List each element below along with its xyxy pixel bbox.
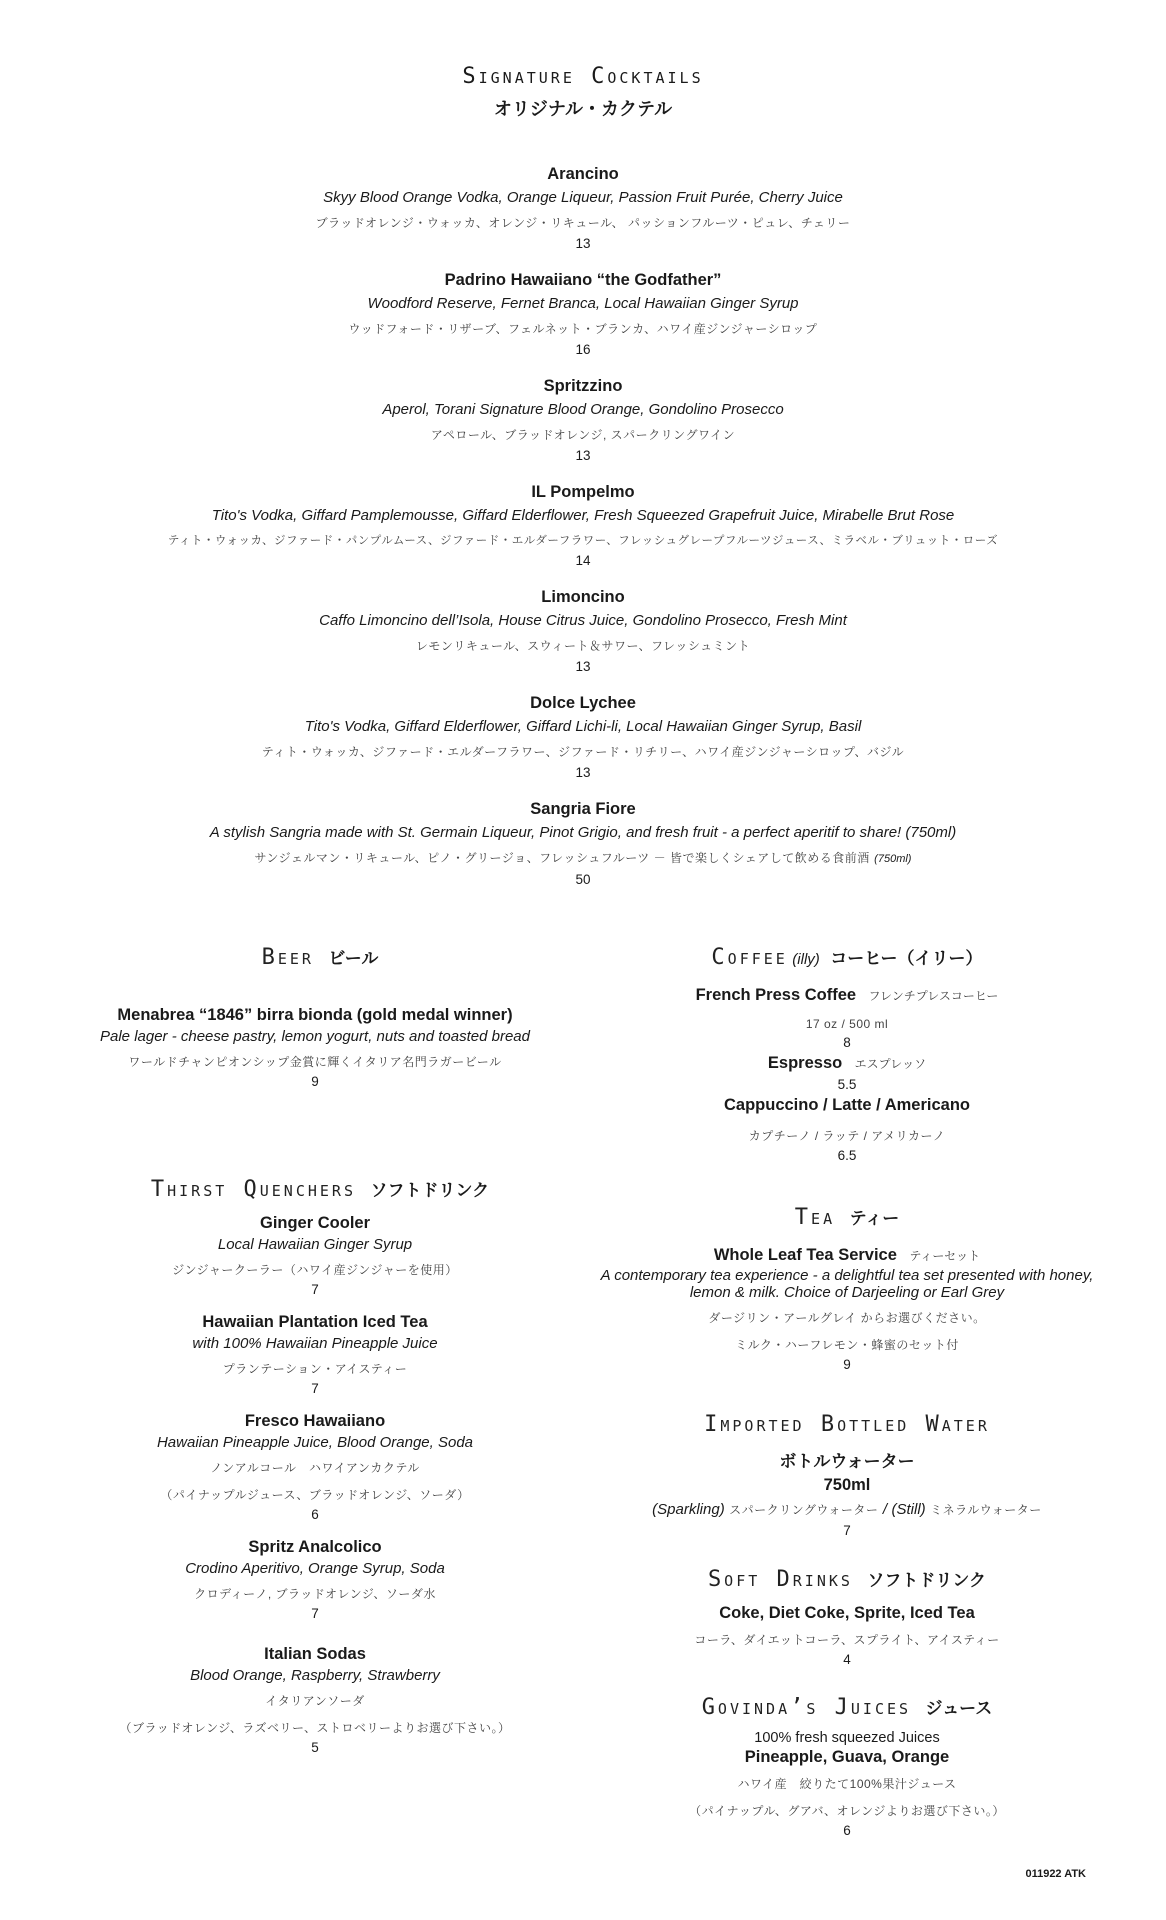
item-description-jp: ノンアルコール ハワイアンカクテル [210,1461,420,1475]
item-price: 7 [311,1381,319,1396]
item-description: Caffo Limoncino dell’Isola, House Citrus Juice, Gondolino Prosecco, Fresh Mint [319,612,847,629]
water-size: 750ml [823,1476,871,1494]
item-description-jp-2: （パイナップル、グアバ、オレンジよりお選び下さい。） [689,1804,1005,1818]
item-description-jp: レモンリキュール、スウィート＆サワー、フレッシュミント [415,639,751,653]
item-price: 7 [311,1282,319,1297]
item-description: Aperol, Torani Signature Blood Orange, Gondolino Prosecco [382,401,784,418]
footer-code: 011922 ATK [1025,1868,1086,1880]
item-name: Spritzzino [543,377,623,395]
tea-section [582,1204,1112,1372]
signature-cocktails-section [0,64,1166,887]
menu-item [70,1412,560,1522]
juices-section [582,1694,1112,1838]
menu-item [70,1645,560,1755]
item-price: 6 [311,1507,319,1522]
menu-item [582,1246,1112,1372]
menu-item [0,165,1166,251]
item-price: 9 [311,1074,319,1089]
coffee-section [582,944,1112,1163]
item-price: 13 [575,448,591,463]
item-description-jp: クロディーノ, ブラッドオレンジ、ソーダ水 [194,1587,436,1601]
item-name: Spritz Analcolico [248,1538,382,1556]
item-price: 7 [311,1606,319,1621]
item-description: with 100% Hawaiian Pineapple Juice [192,1335,438,1352]
item-name-jp: ティーセット [909,1249,981,1263]
item-description-jp: ダージリン・アールグレイ からお選びください。 [708,1311,986,1325]
item-description-jp: コーラ、ダイエットコーラ、スプライト、アイスティー [694,1633,1000,1647]
soft-drinks-section [582,1566,1112,1667]
bottled-water-section [582,1412,1112,1538]
item-description-2: lemon & milk. Choice of Darjeeling or Earl Grey [689,1284,1005,1301]
item-description-jp: ティト・ウォッカ、ジファード・パンプルムース、ジファード・エルダーフラワー、フレッシュグレープフルーツジュース、ミラベル・ブリュット・ローズ [167,535,999,547]
section-title-water-jp: ボトルウォーター [779,1452,915,1471]
item-description-jp: アペロール、ブラッドオレンジ, スパークリングワイン [430,428,736,442]
item-price: 6 [843,1823,851,1838]
menu-item [70,1214,560,1297]
section-title-thirst: Thirst Quenchers [150,1177,356,1202]
section-title-water: Imported Bottled Water [704,1412,990,1437]
item-description-jp-2: （ブラッドオレンジ、ラズベリー、ストロベリーよりお選び下さい。） [119,1721,511,1735]
item-name: Arancino [547,165,619,183]
water-options [582,1501,1112,1519]
water-slash: / [882,1501,888,1518]
item-description-jp: イタリアンソーダ [265,1694,365,1708]
item-name: Fresco Hawaiiano [244,1412,386,1430]
beer-section [70,944,560,1089]
item-description: Crodino Aperitivo, Orange Syrup, Soda [185,1560,445,1577]
item-description-jp: ティト・ウォッカ、ジファード・エルダーフラワー、ジファード・リチリー、ハワイ産ジンジャーシロップ、バジル [261,745,905,759]
item-description: Blood Orange, Raspberry, Strawberry [190,1667,440,1684]
item-size: 17 oz / 500 ml [805,1017,889,1031]
item-price: 9 [843,1357,851,1372]
section-title-coffee-note: (illy) [792,951,820,968]
item-price: 4 [843,1652,851,1667]
section-title-beer-jp: ビール [328,949,379,968]
item-name: Sangria Fiore [530,800,636,818]
section-title-signature-jp: オリジナル・カクテル [493,99,673,119]
item-name-jp: エスプレッソ [854,1057,927,1071]
item-description-jp-row [0,849,1166,867]
item-price: 5.5 [837,1077,857,1092]
item-description: Tito's Vodka, Giffard Elderflower, Giffard Lichi-li, Local Hawaiian Ginger Syrup, Basil [304,718,862,735]
item-description-jp: ハワイ産 絞りたて100%果汁ジュース [737,1777,957,1791]
thirst-quenchers-section [70,1176,560,1755]
item-name: Padrino Hawaiiano “the Godfather” [444,271,722,289]
item-price: 13 [575,659,591,674]
water-still: (Still) [891,1501,926,1518]
item-description: Hawaiian Pineapple Juice, Blood Orange, Soda [156,1434,474,1451]
item-name: French Press Coffee [695,986,857,1004]
menu-item [582,1054,1112,1092]
section-title-soft-drinks: Soft Drinks [707,1567,853,1592]
menu-item [70,1006,560,1089]
section-title-thirst-jp: ソフトドリンク [370,1181,490,1200]
item-description-jp: ジンジャークーラー（ハワイ産ジンジャーを使用） [172,1263,458,1277]
item-name: IL Pompelmo [531,483,635,501]
section-title-coffee: Coffee [711,945,788,970]
section-title-soft-drinks-jp: ソフトドリンク [867,1571,987,1590]
section-title-juices: Govinda’s Juices [701,1695,912,1720]
item-price: 13 [575,765,591,780]
item-price: 5 [311,1740,319,1755]
item-name: Ginger Cooler [259,1214,370,1232]
water-sparkling: (Sparkling) [652,1501,725,1518]
item-size-note: (750ml) [874,853,912,865]
section-title-tea: Tea [794,1205,836,1230]
item-description-jp-2: （パイナップルジュース、ブラッドオレンジ、ソーダ） [160,1488,470,1502]
item-name: Cappuccino / Latte / Americano [723,1096,971,1114]
section-title-beer: Beer [261,945,314,970]
item-description: Tito's Vodka, Giffard Pamplemousse, Giffard Elderflower, Fresh Squeezed Grapefruit Juice, Mirabelle Brut Rose [211,507,955,524]
item-name: Menabrea “1846” birra bionda (gold medal winner) [117,1006,513,1024]
item-price: 16 [575,342,591,357]
water-still-jp: ミネラルウォーター [930,1503,1042,1517]
item-description-jp: ワールドチャンピオンシップ金賞に輝くイタリア名門ラガービール [128,1055,502,1069]
item-description: Pale lager - cheese pastry, lemon yogurt, nuts and toasted bread [100,1028,530,1045]
item-name-jp: カプチーノ / ラッテ / アメリカーノ [748,1129,946,1143]
item-description-jp: ブラッドオレンジ・ウォッカ、オレンジ・リキュール、 パッションフルーツ・ピュレ、チェリー [315,216,851,230]
item-price: 13 [575,236,591,251]
section-title-juices-jp: ジュース [925,1699,993,1718]
item-name: Coke, Diet Coke, Sprite, Iced Tea [719,1604,975,1622]
menu-item [0,377,1166,463]
item-description-jp-2: ミルク・ハーフレモン・蜂蜜のセット付 [735,1338,959,1352]
menu-item [70,1538,560,1621]
item-price: 14 [575,553,591,568]
item-description: A stylish Sangria made with St. Germain Liqueur, Pinot Grigio, and fresh fruit - a perfect aperitif to share! (750ml) [209,824,957,841]
menu-item [582,986,1112,1050]
item-name: Italian Sodas [264,1645,366,1663]
item-description-jp: プランテーション・アイスティー [222,1362,408,1376]
menu-item-sangria [0,800,1166,887]
item-description: Skyy Blood Orange Vodka, Orange Liqueur, Passion Fruit Purée, Cherry Juice [323,189,843,206]
menu-item [0,483,1166,568]
item-price: 6.5 [837,1148,857,1163]
item-name-jp: フレンチプレスコーヒー [868,989,999,1003]
item-name: Dolce Lychee [530,694,636,712]
menu-item [582,1096,1112,1163]
item-name: Limoncino [541,588,625,606]
item-description: Local Hawaiian Ginger Syrup [217,1236,413,1253]
menu-item [70,1313,560,1396]
item-price: 8 [843,1035,851,1050]
section-title-coffee-jp: コーヒー（イリー） [830,949,983,968]
item-description-jp: ウッドフォード・リザーブ、フェルネット・ブランカ、ハワイ産ジンジャーシロップ [348,322,818,336]
item-name: Hawaiian Plantation Iced Tea [202,1313,428,1331]
water-sparkling-jp: スパークリングウォーター [729,1503,879,1517]
item-name: Whole Leaf Tea Service [713,1246,897,1264]
juices-subtitle: 100% fresh squeezed Juices [754,1730,940,1746]
item-description: A contemporary tea experience - a delightful tea set presented with honey, [600,1267,1094,1284]
section-title-signature: Signature Cocktails [462,64,704,89]
menu-item [0,271,1166,357]
item-description: Woodford Reserve, Fernet Branca, Local Hawaiian Ginger Syrup [367,295,799,312]
item-price: 50 [575,872,591,887]
item-name: Espresso [767,1054,843,1072]
item-price: 7 [843,1523,851,1538]
item-description-jp: サンジェルマン・リキュール、ピノ・グリージョ、フレッシュフルーツ － 皆で楽しくシェアして飲める食前酒 [254,851,870,865]
section-title-tea-jp: ティー [849,1209,900,1228]
menu-item [0,694,1166,780]
menu-item [0,588,1166,674]
item-name: Pineapple, Guava, Orange [744,1748,950,1766]
